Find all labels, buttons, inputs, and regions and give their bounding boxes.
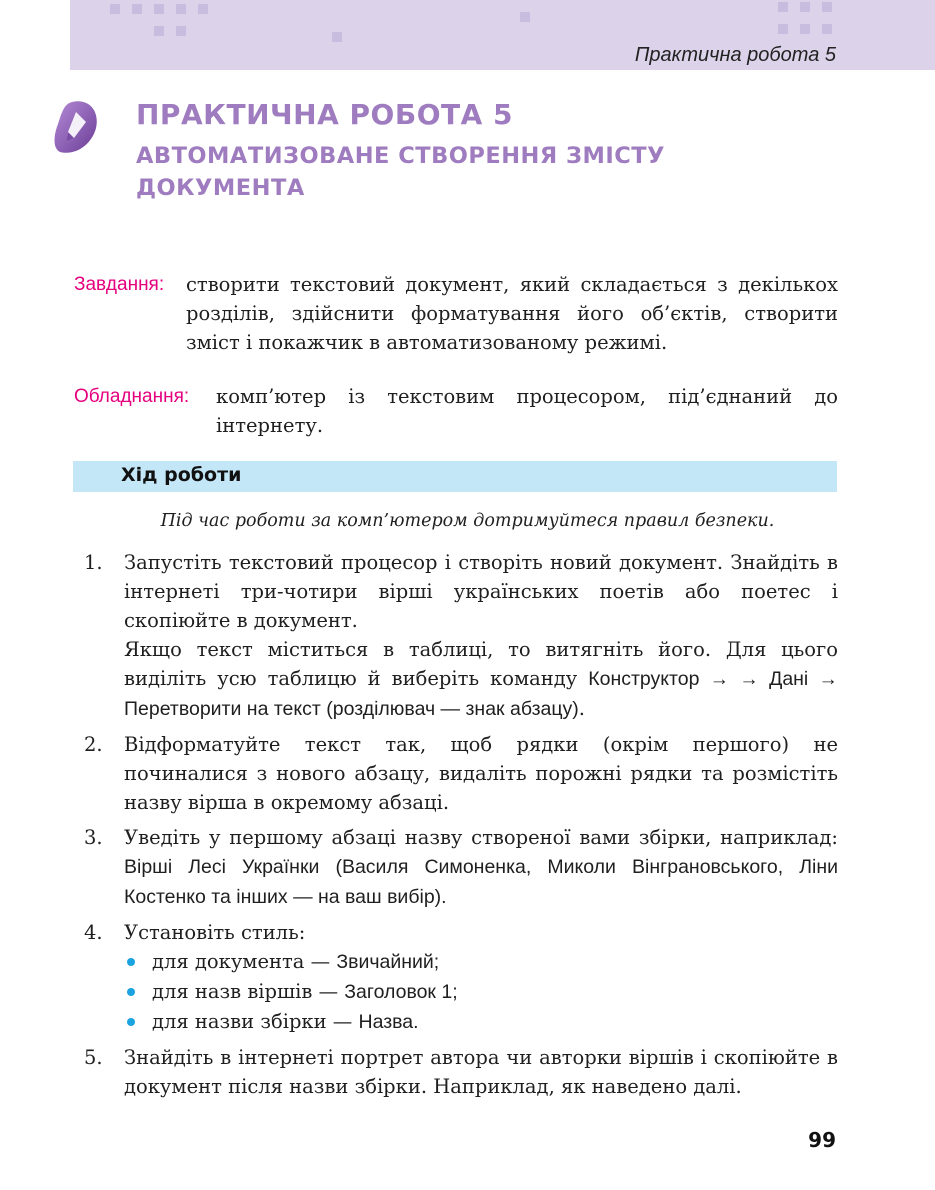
step-item	[74, 918, 838, 1037]
step-number: 3.	[84, 826, 103, 849]
list-item	[124, 977, 838, 1007]
equipment-text: комп’ютер із текстовим процесором, під’єднаний до інтернету.	[216, 385, 838, 437]
steps-list	[74, 548, 838, 1107]
step-text: Відформатуйте текст так, щоб рядки (окрім першого) не починалися з нового абзацу, видаліть порожні рядки та розмістіть назву вірша в окремому абзаці.	[124, 733, 838, 814]
step-text: Запустіть текстовий процесор і створіть новий документ. Знайдіть в інтернеті три-чотири вірші українських поетів або поетес і скопіюйте в документ.	[124, 551, 838, 632]
step-text-part: Уведіть у першому абзаці назву створеної вами збірки, наприклад:	[124, 826, 838, 849]
step-text	[124, 635, 838, 724]
procedure-heading-bar	[73, 461, 837, 492]
step-text: Знайдіть в інтернеті портрет автора чи авторки віршів і скопіюйте в документ після назви збірки. Наприклад, як наведено далі.	[124, 1046, 838, 1098]
list-item	[124, 947, 838, 977]
style-list	[124, 947, 838, 1037]
equipment-label: Обладнання:	[74, 386, 190, 407]
step-number: 5.	[84, 1046, 103, 1069]
step-number: 4.	[84, 921, 103, 944]
list-item-text: для назви збірки —	[152, 1010, 359, 1033]
task-section	[74, 270, 838, 357]
style-name: Назва.	[358, 1011, 419, 1033]
list-item-text: для назв віршів —	[152, 980, 345, 1003]
task-text: створити текстовий документ, який складається з декількох розділів, здійснити форматування його об’єктів, створити зміст і покажчик в автоматизованому режимі.	[186, 273, 838, 354]
page-subtitle: АВТОМАТИЗОВАНЕ СТВОРЕННЯ ЗМІСТУ ДОКУМЕНТА	[136, 143, 666, 201]
step-text	[124, 823, 838, 912]
list-item-text: для документа —	[152, 950, 337, 973]
pen-icon	[52, 98, 100, 156]
style-name: Звичайний;	[336, 951, 440, 973]
list-item	[124, 1007, 838, 1037]
safety-note: Під час роботи за комп’ютером дотримуйтеся правил безпеки.	[160, 511, 775, 531]
command-path: Конструктор → → Дані → Перетворити на текст (розділювач — знак абзацу)	[124, 668, 838, 720]
style-name: Заголовок 1;	[344, 981, 458, 1003]
page-title: ПРАКТИЧНА РОБОТА 5	[136, 98, 513, 131]
step-text-part: Якщо текст міститься в таблиці, то витягніть його. Для цього виділіть усю таблицю й виберіть команду	[124, 638, 838, 690]
step-item	[74, 823, 838, 912]
step-item	[74, 1043, 838, 1101]
procedure-heading: Хід роботи	[121, 464, 242, 486]
running-title: Практична робота 5	[634, 44, 836, 66]
step-number: 2.	[84, 733, 103, 756]
step-number: 1.	[84, 551, 103, 574]
step-item	[74, 730, 838, 817]
equipment-section	[74, 382, 838, 440]
step-item	[74, 548, 838, 724]
task-label: Завдання:	[74, 274, 165, 295]
step-text: Установіть стиль:	[124, 921, 306, 944]
step-text-part: .	[578, 697, 585, 720]
page-number: 99	[808, 1128, 836, 1152]
example-text: Вірші Лесі Українки (Василя Симоненка, Миколи Вінграновського, Ліни Костенко та інших — на ваш вибір).	[124, 856, 838, 908]
